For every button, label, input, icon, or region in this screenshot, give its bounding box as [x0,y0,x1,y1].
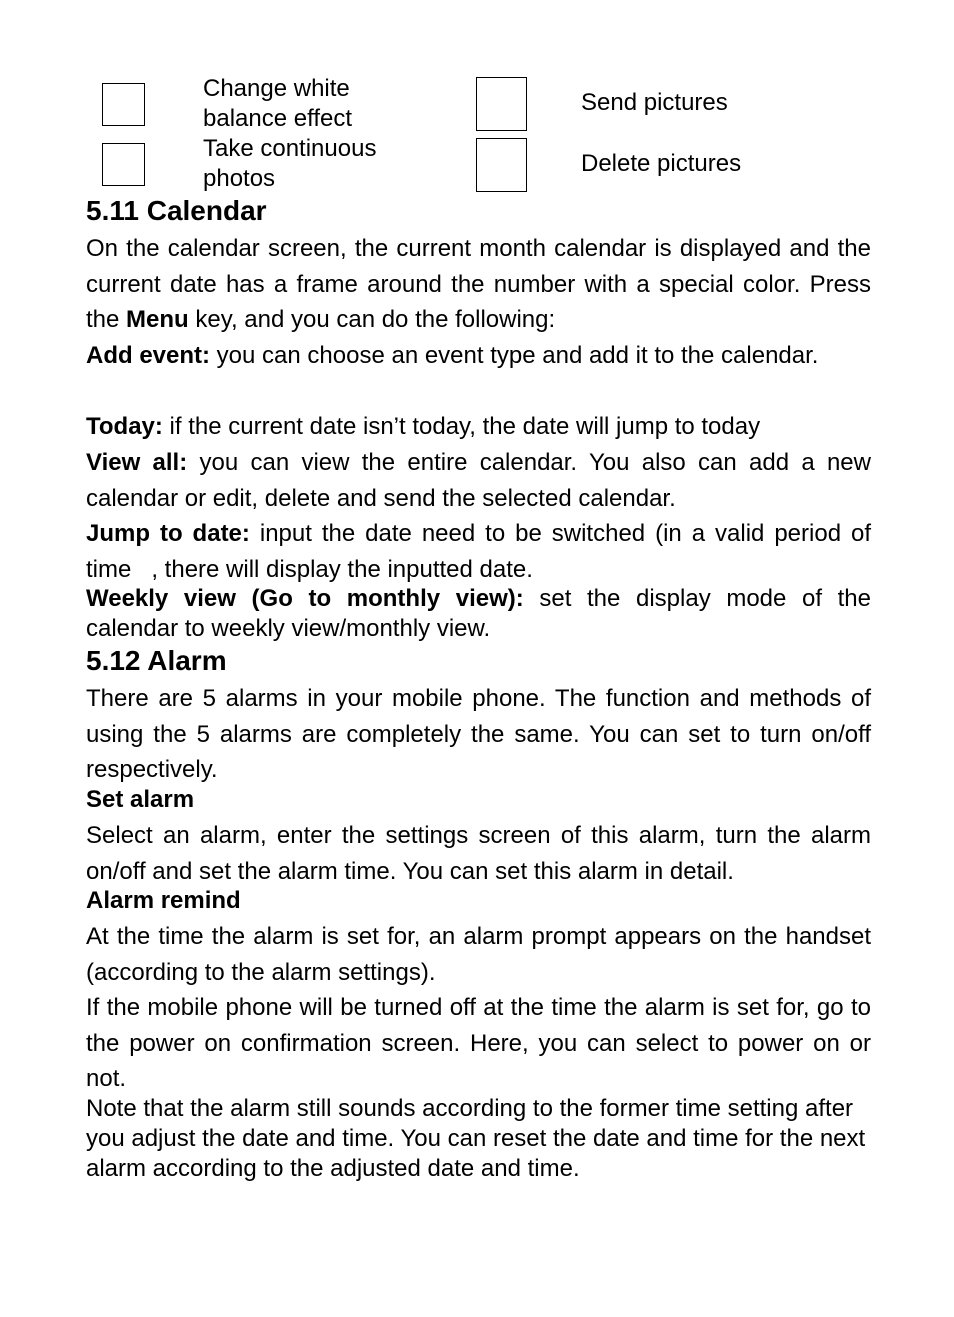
today-text: if the current date isn’t today, the date will jump to today [162,413,761,440]
white-balance-label-line2: balance effect [203,105,353,132]
calendar-heading: 5.11 Calendar [86,195,267,226]
alarm-remind-text-1: At the time the alarm is set for, an alarm prompt appears on the handset (according to the alarm settings). [86,923,871,986]
view-all-paragraph [86,445,871,516]
alarm-heading: 5.12 Alarm [86,645,227,676]
calendar-intro-text-2: key, and you can do the following: [188,306,556,333]
view-all-text: you can view the entire calendar. You also can add a new calendar or edit, delete and send the selected calendar. [86,449,871,512]
jump-to-date-paragraph [86,516,871,587]
send-pictures-icon [476,77,527,131]
add-event-paragraph [86,338,871,374]
alarm-note: Note that the alarm still sounds according to the former time setting after you adjust the date and time. You can reset the date and time for the next alarm according to the adjusted date and time. [86,1095,866,1182]
continuous-photos-label-line1: Take continuous [203,135,377,162]
today-paragraph [86,409,871,445]
alarm-remind-heading: Alarm remind [86,887,241,914]
send-pictures-label: Send pictures [581,89,728,116]
jump-to-date-label: Jump to date: [86,520,250,547]
white-balance-icon [102,83,145,126]
calendar-intro-text-1: On the calendar screen, the current month calendar is displayed and the current date has a frame around the number with a special color. Press the [86,235,871,333]
continuous-photos-label [203,134,376,194]
add-event-label: Add event: [86,342,211,369]
calendar-intro [86,231,871,338]
continuous-photos-label-line2: photos [203,165,276,192]
alarm-intro: There are 5 alarms in your mobile phone. The function and methods of using the 5 alarms are completely the same. You can set to turn on/off respectively. [86,685,871,783]
view-all-label: View all: [86,449,188,476]
jump-to-date-text: input the date need to be switched (in a valid period of time , there will display the inputted date. [86,520,871,583]
menu-key-label: Menu [126,306,189,333]
delete-pictures-label: Delete pictures [581,150,742,177]
set-alarm-text: Select an alarm, enter the settings screen of this alarm, turn the alarm on/off and set the alarm time. You can set this alarm in detail. [86,822,871,885]
set-alarm-heading: Set alarm [86,786,195,813]
add-event-text: you can choose an event type and add it to the calendar. [210,342,819,369]
alarm-remind-text-2: If the mobile phone will be turned off at the time the alarm is set for, go to the power on confirmation screen. Here, you can select to power on or not. [86,994,871,1092]
weekly-view-paragraph [86,584,871,644]
weekly-view-text: set the display mode of the calendar to weekly view/monthly view. [86,585,871,642]
white-balance-label [203,74,352,134]
today-label: Today: [86,413,163,440]
white-balance-label-line1: Change white [203,75,350,102]
weekly-view-label: Weekly view (Go to monthly view): [86,585,524,612]
continuous-photos-icon [102,143,145,186]
delete-pictures-icon [476,138,527,192]
